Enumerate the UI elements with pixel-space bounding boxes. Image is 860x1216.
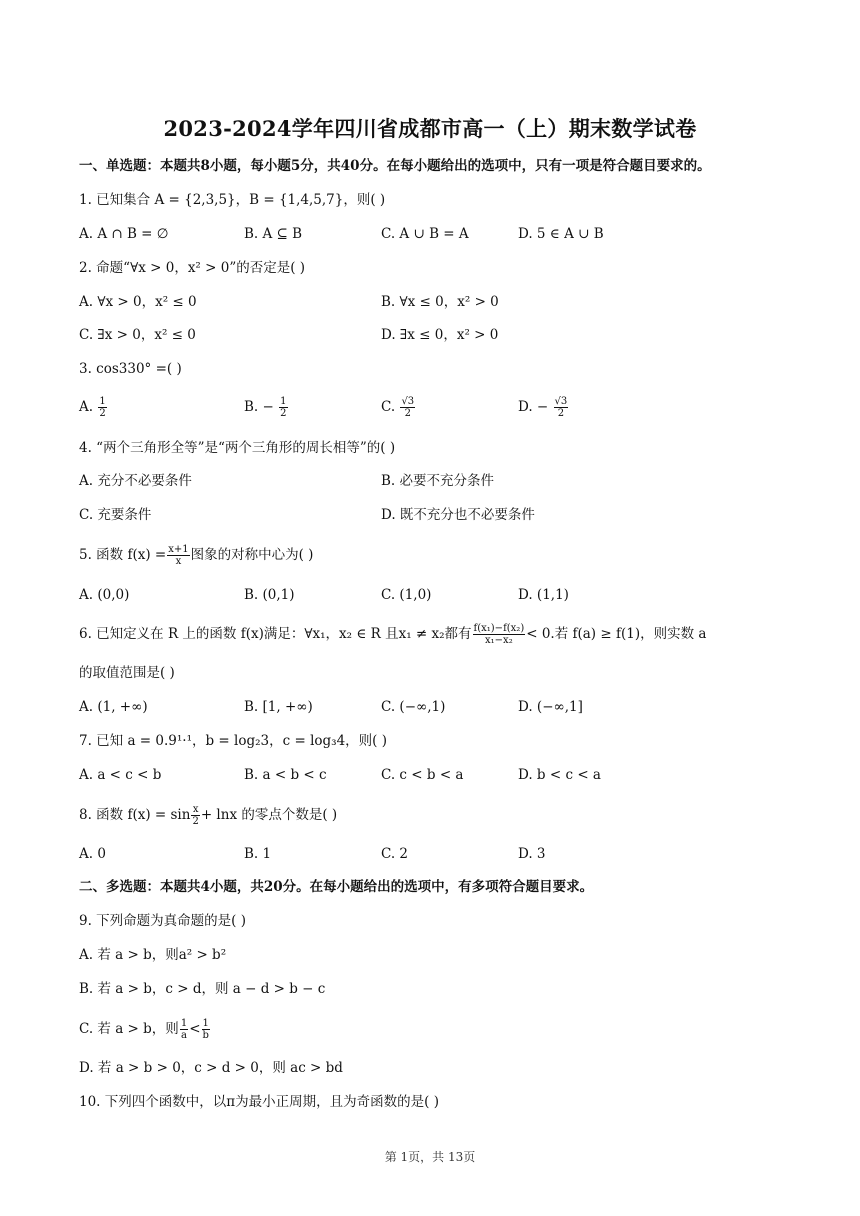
fraction bbox=[167, 544, 189, 567]
stem-text: < 0.若 f(a) ≥ f(1)，则实数 a bbox=[526, 626, 707, 642]
fraction-numerator: x+1 bbox=[168, 544, 189, 555]
fraction bbox=[98, 396, 106, 419]
question-6-stem-continued: 的取值范围是( ) bbox=[79, 665, 175, 681]
question-2-option-b: B. ∀x ≤ 0，x² > 0 bbox=[381, 294, 499, 310]
question-6-option-a: A. (1, +∞) bbox=[79, 699, 148, 715]
fraction bbox=[180, 1018, 188, 1041]
question-6-option-d: D. (−∞,1] bbox=[518, 699, 583, 715]
question-4-option-b: B. 必要不充分条件 bbox=[381, 473, 495, 489]
question-3-option-c bbox=[381, 396, 416, 419]
question-7-option-b: B. a < b < c bbox=[244, 767, 327, 783]
fraction-numerator: 1 bbox=[99, 396, 106, 407]
question-4-option-c: C. 充要条件 bbox=[79, 507, 152, 523]
page-footer: 第 1页，共 13页 bbox=[384, 1150, 476, 1164]
question-3-stem: 3. cos330° =( ) bbox=[79, 361, 182, 377]
question-3-option-a bbox=[79, 396, 108, 419]
question-2-option-a: A. ∀x > 0，x² ≤ 0 bbox=[79, 294, 197, 310]
question-2-stem: 2. 命题“∀x > 0，x² > 0”的否定是( ) bbox=[79, 260, 306, 276]
question-6-option-c: C. (−∞,1) bbox=[381, 699, 446, 715]
question-1-option-a: A. A ∩ B = ∅ bbox=[79, 226, 169, 242]
fraction bbox=[400, 396, 415, 419]
stem-text: 8. 函数 f(x) = sin bbox=[79, 807, 191, 823]
fraction bbox=[554, 396, 569, 419]
question-5-option-a: A. (0,0) bbox=[79, 587, 130, 603]
question-6-option-b: B. [1, +∞) bbox=[244, 699, 313, 715]
question-4-option-d: D. 既不充分也不必要条件 bbox=[381, 507, 535, 523]
question-2-option-d: D. ∃x ≤ 0，x² > 0 bbox=[381, 327, 499, 343]
fraction-denominator: 2 bbox=[557, 408, 565, 419]
question-5-option-d: D. (1,1) bbox=[518, 587, 569, 603]
question-10-stem: 10. 下列四个函数中，以π为最小正周期，且为奇函数的是( ) bbox=[79, 1094, 439, 1110]
question-8-option-c: C. 2 bbox=[381, 846, 409, 862]
question-3-option-d bbox=[518, 396, 569, 419]
fraction-denominator: 2 bbox=[192, 816, 199, 827]
question-9-option-b: B. 若 a > b，c > d，则 a − d > b − c bbox=[79, 981, 326, 997]
fraction-numerator: x bbox=[192, 804, 199, 815]
question-9-option-a: A. 若 a > b，则a² > b² bbox=[79, 947, 227, 963]
fraction-denominator: x₁−x₂ bbox=[485, 635, 513, 646]
stem-text: 6. 已知定义在 R 上的函数 f(x)满足：∀x₁，x₂ ∈ R 且x₁ ≠ x₂都有 bbox=[79, 626, 472, 642]
question-9-option-d: D. 若 a > b > 0，c > d > 0，则 ac > bd bbox=[79, 1060, 343, 1076]
question-3-option-b bbox=[244, 396, 289, 419]
option-prefix: B. − bbox=[244, 399, 274, 415]
question-1-stem: 1. 已知集合 A = {2,3,5}，B = {1,4,5,7}，则( ) bbox=[79, 192, 386, 208]
question-6-stem bbox=[79, 623, 706, 646]
question-7-option-d: D. b < c < a bbox=[518, 767, 601, 783]
question-9-stem: 9. 下列命题为真命题的是( ) bbox=[79, 913, 246, 929]
fraction-numerator: √3 bbox=[554, 396, 568, 407]
option-text: < bbox=[189, 1021, 201, 1037]
fraction-numerator: 1 bbox=[180, 1018, 188, 1029]
question-2-option-c: C. ∃x > 0，x² ≤ 0 bbox=[79, 327, 196, 343]
question-8-stem bbox=[79, 804, 337, 827]
option-prefix: A. bbox=[79, 399, 94, 415]
option-prefix: C. bbox=[381, 399, 396, 415]
fraction-numerator: 1 bbox=[280, 396, 287, 407]
question-4-option-a: A. 充分不必要条件 bbox=[79, 473, 192, 489]
question-7-stem: 7. 已知 a = 0.9¹·¹，b = log₂3，c = log₃4，则( ) bbox=[79, 733, 387, 749]
fraction bbox=[191, 804, 199, 827]
stem-text: 5. 函数 f(x) = bbox=[79, 547, 167, 563]
question-8-option-b: B. 1 bbox=[244, 846, 272, 862]
fraction-numerator: √3 bbox=[401, 396, 415, 407]
question-7-option-a: A. a < c < b bbox=[79, 767, 162, 783]
question-1-option-d: D. 5 ∈ A ∪ B bbox=[518, 226, 604, 242]
fraction-denominator: 2 bbox=[404, 408, 411, 419]
fraction-denominator: a bbox=[181, 1030, 187, 1041]
section-header-single-choice: 一、单选题：本题共8小题，每小题5分，共40分。在每小题给出的选项中，只有一项是符合题目要求的。 bbox=[79, 158, 711, 174]
section-header-multiple-choice: 二、多选题：本题共4小题，共20分。在每小题给出的选项中，有多项符合题目要求。 bbox=[79, 879, 594, 895]
question-7-option-c: C. c < b < a bbox=[381, 767, 464, 783]
fraction-denominator: x bbox=[175, 556, 182, 567]
question-8-option-d: D. 3 bbox=[518, 846, 546, 862]
question-9-option-c bbox=[79, 1018, 211, 1041]
question-5-option-b: B. (0,1) bbox=[244, 587, 295, 603]
page-title: 2023-2024学年四川省成都市高一（上）期末数学试卷 bbox=[163, 116, 697, 141]
question-1-option-b: B. A ⊆ B bbox=[244, 226, 303, 242]
option-prefix: D. − bbox=[518, 399, 549, 415]
question-8-option-a: A. 0 bbox=[79, 846, 106, 862]
fraction-numerator: f(x₁)−f(x₂) bbox=[473, 623, 525, 634]
fraction-denominator: b bbox=[202, 1030, 209, 1041]
fraction-denominator: 2 bbox=[280, 408, 287, 419]
fraction-denominator: 2 bbox=[99, 408, 106, 419]
fraction bbox=[202, 1018, 210, 1041]
fraction-numerator: 1 bbox=[202, 1018, 209, 1029]
fraction bbox=[473, 623, 526, 646]
fraction bbox=[279, 396, 287, 419]
question-4-stem: 4. “两个三角形全等”是“两个三角形的周长相等”的( ) bbox=[79, 440, 396, 456]
question-1-option-c: C. A ∪ B = A bbox=[381, 226, 469, 242]
option-text: C. 若 a > b，则 bbox=[79, 1021, 179, 1037]
stem-text: + lnx 的零点个数是( ) bbox=[200, 807, 338, 823]
question-5-stem bbox=[79, 544, 313, 567]
stem-text: 图象的对称中心为( ) bbox=[190, 547, 314, 563]
question-5-option-c: C. (1,0) bbox=[381, 587, 432, 603]
